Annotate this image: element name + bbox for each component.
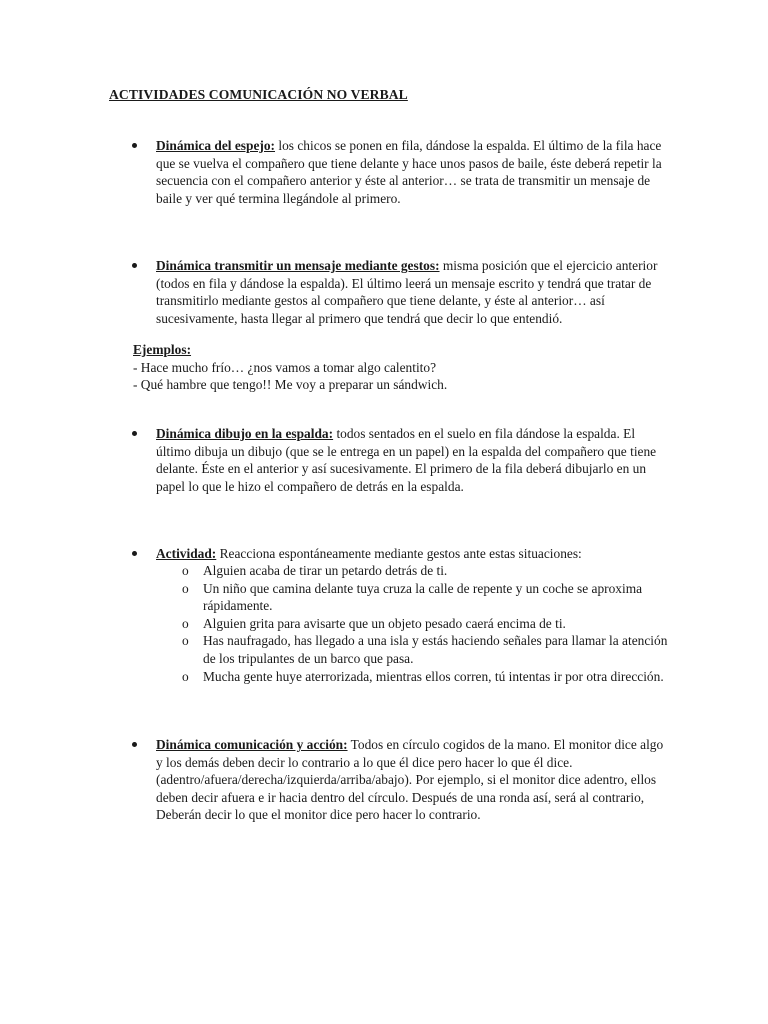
activity-dibujo: [156, 425, 664, 495]
situation-text: Mucha gente huye aterrorizada, mientras ellos corren, tú intentas ir por otra dirección.: [203, 668, 664, 684]
situation-text: Has naufragado, has llegado a una isla y estás haciendo señales para llamar la atención de los tripulantes de un barco que pasa.: [203, 633, 668, 666]
circle-bullet-icon: o: [182, 615, 189, 631]
bullet-icon: [132, 263, 137, 268]
activity-text: Reacciona espontáneamente mediante gestos ante estas situaciones:: [216, 546, 582, 561]
list-item: [182, 615, 670, 633]
example-line: - Qué hambre que tengo!! Me voy a preparar un sándwich.: [133, 377, 448, 393]
activity-gestos: [156, 257, 664, 327]
activity-text: Todos en círculo cogidos de la mano. El monitor dice algo y los demás deben decir lo contrario a lo que él dice pero hacer lo que él dice. (adentro/afuera/derecha/izquierda/arriba/abajo). Por ejemplo, si el monitor dice adentro, ellos deben decir afuera e ir hacia dentro del círculo. Después de una ronda así, será al contrario, Deberán decir lo que el monitor dice pero hacer lo contrario.: [156, 737, 664, 823]
circle-bullet-icon: o: [182, 563, 189, 578]
circle-bullet-icon: o: [182, 633, 189, 649]
situations-list: [182, 562, 670, 685]
bullet-icon: [132, 431, 137, 436]
list-item: [182, 580, 670, 615]
activity-text: todos sentados en el suelo en fila dándose la espalda. El último dibuja un dibujo (que se le entrega en un papel) en la espalda del compañero que tiene delante. Éste en el anterior y así sucesivamente. El primero de la fila deberá dibujarlo en un papel lo que le hizo el compañero de detrás en la espalda.: [156, 426, 657, 494]
examples-block: [133, 341, 693, 394]
activity-text: los chicos se ponen en fila, dándose la espalda. El último de la fila hace que se vuelva el compañero que tiene delante y hace unos pasos de baile, éste deberá repetir la secuencia con el compañero anterior y éste al anterior… se trata de transmitir un mensaje de baile y ver qué termina llegándole al primero.: [156, 138, 662, 206]
activity-label: Dinámica del espejo:: [156, 138, 276, 153]
situation-text: Alguien acaba de tirar un petardo detrás de ti.: [203, 563, 448, 578]
situation-text: Alguien grita para avisarte que un objeto pesado caerá encima de ti.: [203, 615, 566, 631]
activity-reacciona: [156, 545, 664, 563]
activity-label: Dinámica comunicación y acción:: [156, 737, 348, 752]
activity-accion: [156, 736, 664, 824]
activity-label: Actividad:: [156, 546, 217, 561]
activity-espejo: [156, 137, 664, 207]
activity-label: Dinámica dibujo en la espalda:: [156, 426, 334, 441]
list-item: [182, 632, 670, 667]
bullet-icon: [132, 551, 137, 556]
examples-heading: Ejemplos:: [133, 342, 192, 357]
list-item: [182, 668, 670, 686]
example-line: - Hace mucho frío… ¿nos vamos a tomar algo calentito?: [133, 359, 437, 375]
page-title: ACTIVIDADES COMUNICACIÓN NO VERBAL: [109, 87, 408, 102]
list-item: [182, 562, 670, 580]
activity-text: misma posición que el ejercicio anterior (todos en fila y dándose la espalda). El último leerá un mensaje escrito y tendrá que tratar de transmitirlo mediante gestos al compañero que tiene delante, y éste al anterior… así sucesivamente, hasta llegar al primero que tendrá que decir lo que entendió.: [156, 258, 658, 326]
bullet-icon: [132, 143, 137, 148]
bullet-icon: [132, 742, 137, 747]
circle-bullet-icon: o: [182, 668, 189, 684]
activity-label: Dinámica transmitir un mensaje mediante gestos:: [156, 258, 440, 273]
circle-bullet-icon: o: [182, 580, 189, 596]
situation-text: Un niño que camina delante tuya cruza la calle de repente y un coche se aproxima rápidamente.: [203, 580, 643, 614]
